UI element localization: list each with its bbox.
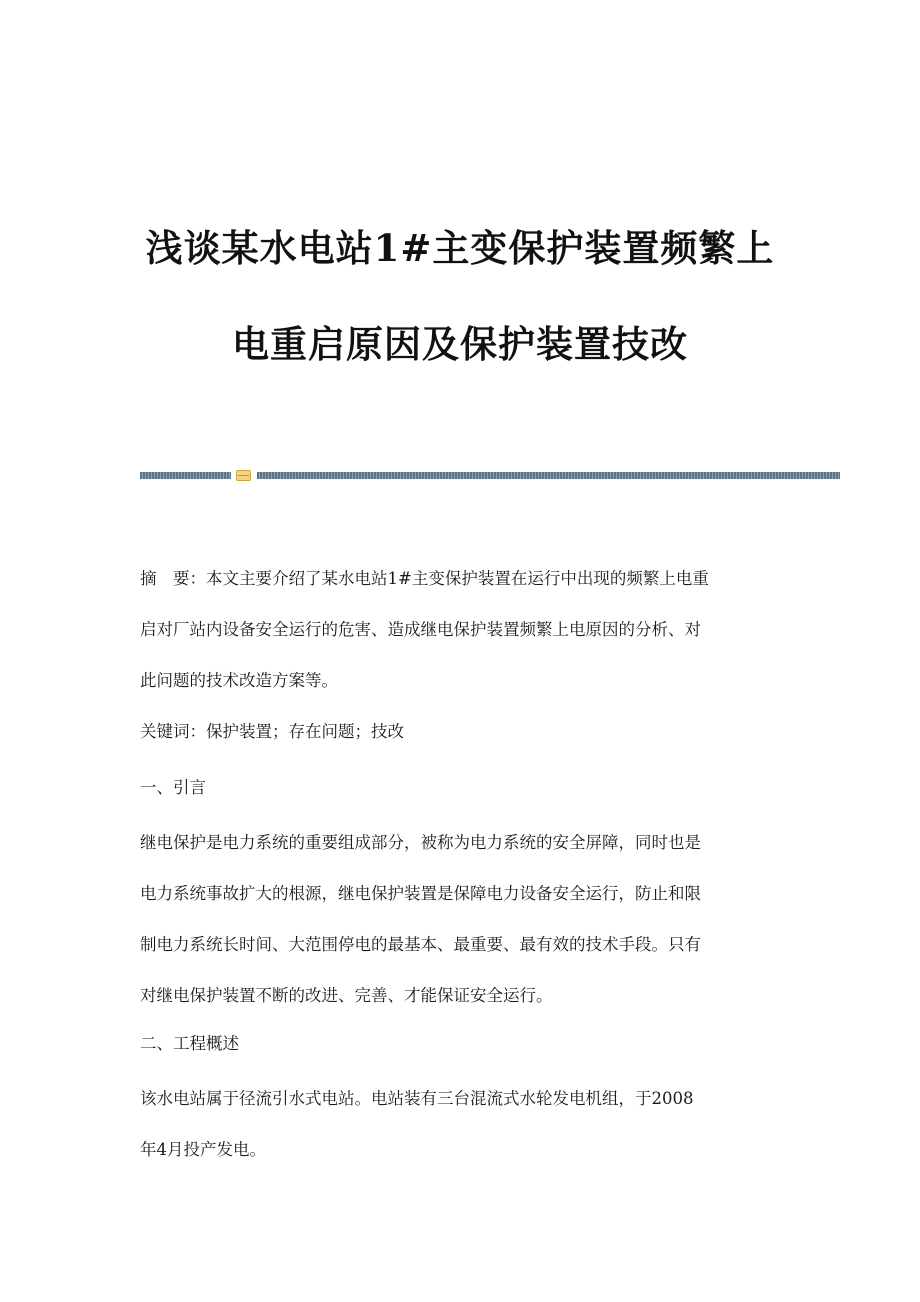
abstract-line: 此问题的技术改造方案等。: [140, 671, 338, 690]
section-1-line: 继电保护是电力系统的重要组成部分，被称为电力系统的安全屏障，同时也是: [140, 833, 701, 852]
section-1-line: 电力系统事故扩大的根源，继电保护装置是保障电力设备安全运行，防止和限: [140, 884, 701, 903]
document-title-line-2: 电重启原因及保护装置技改: [232, 322, 688, 366]
section-1-body: [140, 817, 772, 1021]
title-divider: [140, 470, 840, 480]
section-1-heading: [140, 762, 772, 813]
abstract-line: 摘 要：本文主要介绍了某水电站1#主变保护装置在运行中出现的频繁上电重: [140, 569, 709, 588]
section-2-heading-text: 二、工程概述: [140, 1034, 239, 1053]
section-1-line: 对继电保护装置不断的改进、完善、才能保证安全运行。: [140, 986, 553, 1005]
section-2-line: 年4月投产发电。: [140, 1140, 266, 1159]
abstract-line: 启对厂站内设备安全运行的危害、造成继电保护装置频繁上电原因的分析、对: [140, 620, 701, 639]
section-2-line: 该水电站属于径流引水式电站。电站装有三台混流式水轮发电机组，于2008: [140, 1089, 694, 1108]
section-1-heading-text: 一、引言: [140, 778, 206, 797]
section-1-line: 制电力系统长时间、大范围停电的最基本、最重要、最有效的技术手段。只有: [140, 935, 701, 954]
envelope-icon: [236, 470, 251, 481]
keywords-line: [140, 706, 772, 757]
document-title-line-1: 浅谈某水电站1#主变保护装置频繁上: [145, 226, 775, 270]
section-2-body: [140, 1073, 772, 1175]
keywords-text: 关键词：保护装置；存在问题；技改: [140, 722, 404, 741]
section-2-heading: [140, 1018, 772, 1069]
divider-bar-right: [257, 472, 840, 479]
abstract-paragraph: [140, 553, 772, 706]
divider-bar-left: [140, 472, 231, 479]
